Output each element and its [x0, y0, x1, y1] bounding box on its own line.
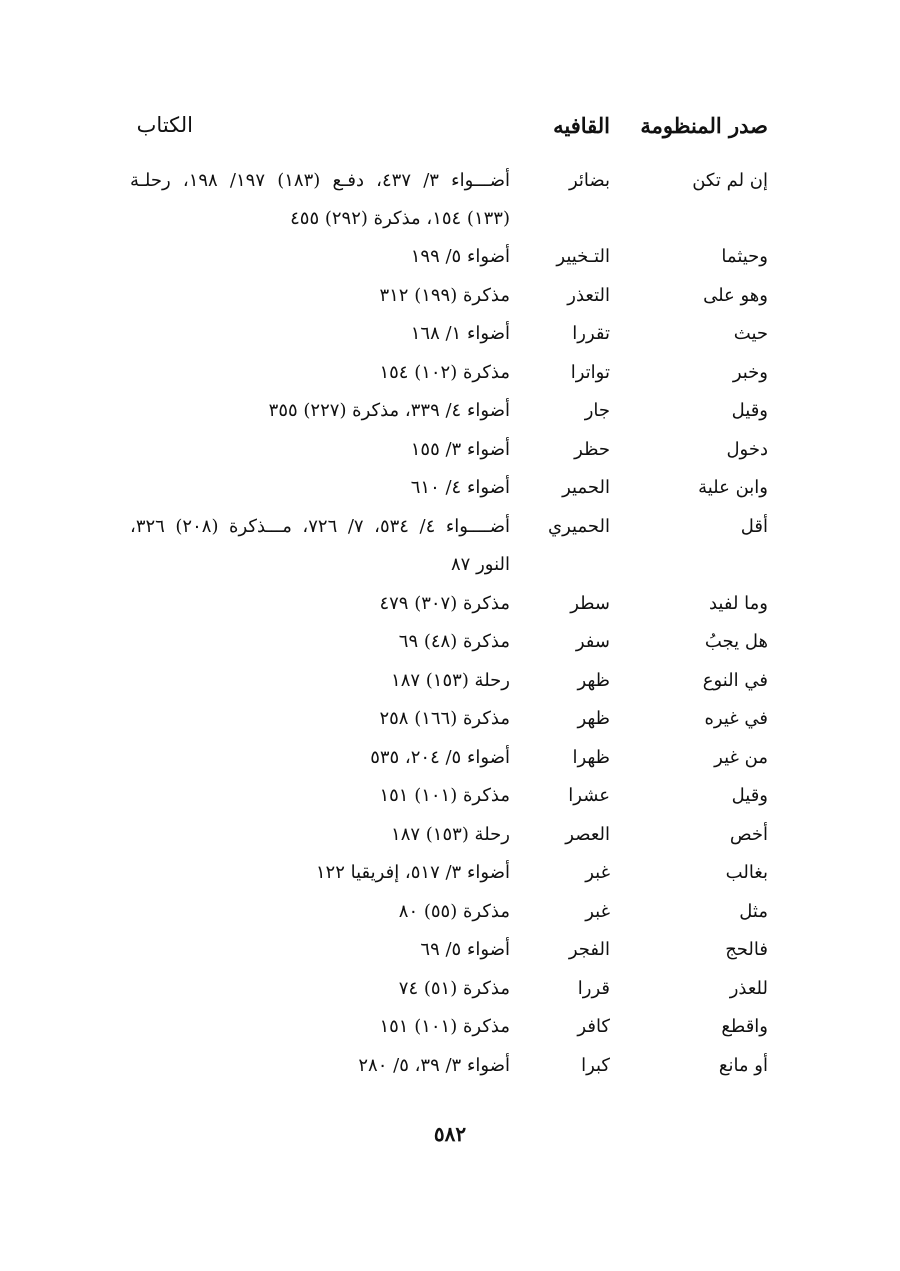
- cell-kitab: أضـــواء ٣/ ٤٣٧، دفـع (١٨٣) ١٩٧/ ١٩٨، رحلـة (١٣٣) ١٥٤، مذكرة (٢٩٢) ٤٥٥: [130, 170, 511, 229]
- cell-sadr: وقيل: [731, 785, 768, 806]
- cell-sadr: أو مانع: [718, 1054, 768, 1076]
- cell-sadr: فالحج: [725, 939, 768, 960]
- cell-sadr: إن لم تكن: [692, 170, 768, 191]
- header-sadr: صدر المنظومة: [640, 113, 768, 138]
- cell-kitab: مذكرة (٥١) ٧٤: [398, 977, 510, 999]
- cell-kitab: مذكرة (٥٥) ٨٠: [398, 900, 510, 922]
- cell-qafia: سطر: [570, 592, 610, 614]
- cell-qafia: حظر: [574, 438, 610, 460]
- cell-kitab: أضواء ٣/ ٣٩، ٥/ ٢٨٠: [358, 1054, 510, 1076]
- cell-sadr: مثل: [739, 900, 768, 922]
- cell-sadr: في غيره: [704, 708, 768, 729]
- cell-sadr: هل يجبُ: [704, 631, 768, 652]
- cell-kitab: أضــــواء ٤/ ٥٣٤، ٧/ ٧٢٦، مـــذكرة (٢٠٨) ٣٢٦، النور ٨٧: [130, 515, 510, 575]
- cell-qafia: غبر: [585, 862, 610, 883]
- cell-sadr: واقطع: [721, 1016, 768, 1037]
- cell-sadr: من غير: [714, 746, 768, 768]
- table-row: [0, 1047, 900, 1086]
- cell-qafia: تقررا: [572, 323, 610, 344]
- cell-sadr: في النوع: [702, 669, 768, 691]
- table-row: [0, 816, 900, 855]
- cell-kitab: أضواء ٥/ ١٩٩: [410, 246, 510, 267]
- cell-qafia: ظهر: [577, 669, 610, 691]
- table-row: [0, 354, 900, 393]
- cell-sadr: وما لفيد: [708, 592, 768, 614]
- header-kitab: الكتاب: [136, 113, 193, 137]
- cell-sadr: وهو على: [703, 284, 768, 306]
- table-row: [0, 431, 900, 470]
- table-body: [0, 162, 900, 1085]
- table-row: [0, 970, 900, 1009]
- cell-qafia: عشرا: [568, 785, 610, 806]
- cell-kitab: أضواء ١/ ١٦٨: [410, 323, 510, 344]
- cell-sadr: أقل: [740, 515, 768, 537]
- table-row: [0, 739, 900, 778]
- cell-kitab: رحلة (١٥٣) ١٨٧: [391, 823, 510, 845]
- cell-kitab: مذكرة (١٦٦) ٢٥٨: [379, 708, 510, 729]
- cell-sadr: للعذر: [729, 977, 768, 999]
- cell-kitab: أضواء ٤/ ٣٣٩، مذكرة (٢٢٧) ٣٥٥: [268, 400, 510, 421]
- table-row: [0, 162, 900, 238]
- cell-qafia: ظهرا: [572, 746, 610, 768]
- table-row: [0, 893, 900, 932]
- cell-sadr: وقيل: [731, 400, 768, 421]
- cell-qafia: تواترا: [570, 361, 610, 383]
- table-row: [0, 277, 900, 316]
- cell-kitab: أضواء ٥/ ٦٩: [420, 939, 510, 960]
- cell-qafia: التـخيير: [556, 246, 610, 267]
- cell-kitab: رحلة (١٥٣) ١٨٧: [391, 669, 510, 691]
- cell-sadr: حيث: [733, 323, 768, 344]
- cell-qafia: التعذر: [567, 284, 610, 306]
- cell-qafia: العصر: [565, 823, 610, 845]
- cell-sadr: بغالب: [725, 862, 768, 883]
- cell-qafia: الفجر: [568, 939, 610, 960]
- cell-qafia: بضائر: [568, 170, 610, 191]
- table-row: [0, 931, 900, 970]
- table-row: [0, 469, 900, 508]
- table-row: [0, 585, 900, 624]
- table-row: [0, 1008, 900, 1047]
- cell-qafia: الحمير: [562, 477, 610, 498]
- cell-qafia: الحميري: [548, 515, 610, 537]
- table-row: [0, 315, 900, 354]
- cell-kitab: مذكرة (٣٠٧) ٤٧٩: [379, 592, 510, 614]
- table-row: [0, 392, 900, 431]
- table-row: [0, 777, 900, 816]
- cell-sadr: أخص: [729, 823, 768, 845]
- cell-kitab: مذكرة (١٠١) ١٥١: [379, 785, 510, 806]
- cell-kitab: أضواء ٥/ ٢٠٤، ٥٣٥: [370, 746, 510, 768]
- table-row: [0, 662, 900, 701]
- cell-qafia: كافر: [577, 1016, 610, 1037]
- cell-qafia: قررا: [577, 977, 610, 999]
- cell-sadr: وخبر: [732, 361, 768, 383]
- cell-qafia: جار: [584, 400, 610, 421]
- cell-qafia: كبرا: [581, 1054, 610, 1076]
- table-row: [0, 238, 900, 277]
- cell-qafia: ظهر: [577, 708, 610, 729]
- header-qafia: القافيه: [553, 113, 610, 138]
- cell-kitab: مذكرة (١٠١) ١٥١: [379, 1016, 510, 1037]
- cell-kitab: أضواء ٤/ ٦١٠: [410, 477, 510, 498]
- cell-kitab: أضواء ٣/ ١٥٥: [410, 438, 510, 460]
- cell-qafia: غبر: [585, 900, 610, 922]
- table-row: [0, 623, 900, 662]
- table-row: [0, 700, 900, 739]
- cell-kitab: مذكرة (١٩٩) ٣١٢: [379, 284, 510, 306]
- cell-kitab: مذكرة (٤٨) ٦٩: [398, 631, 510, 652]
- cell-sadr: وابن علية: [698, 477, 768, 498]
- cell-kitab: أضواء ٣/ ٥١٧، إفريقيا ١٢٢: [315, 862, 510, 883]
- cell-sadr: وحيثما: [721, 246, 768, 267]
- cell-sadr: دخول: [726, 438, 768, 460]
- table-row: [0, 508, 900, 585]
- cell-qafia: سفر: [575, 631, 610, 652]
- page-number: ٥٨٢: [433, 1122, 467, 1146]
- table-header: [0, 113, 900, 153]
- cell-kitab: مذكرة (١٠٢) ١٥٤: [379, 361, 510, 383]
- table-row: [0, 854, 900, 893]
